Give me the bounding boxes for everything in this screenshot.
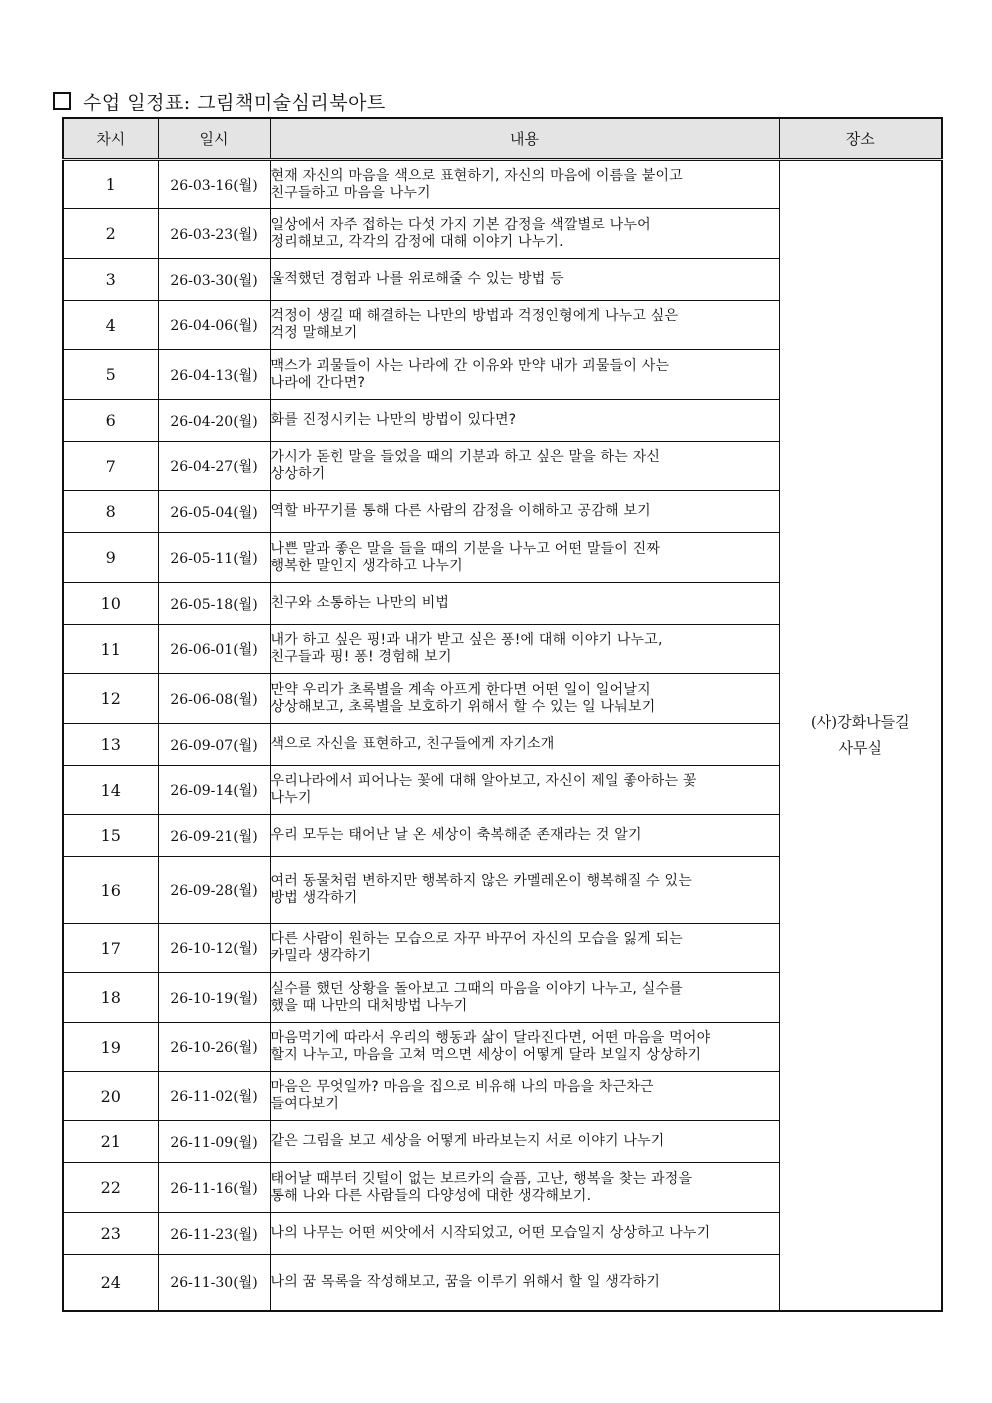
- content-line: 우리나라에서 피어나는 꽃에 대해 알아보고, 자신이 제일 좋아하는 꽃: [270, 773, 697, 789]
- session-date: 26-10-26(월): [158, 1023, 270, 1072]
- session-content: [270, 924, 779, 973]
- session-number: 16: [63, 857, 158, 924]
- session-date: 26-05-04(월): [158, 491, 270, 533]
- session-number: 2: [63, 209, 158, 259]
- session-number: 19: [63, 1023, 158, 1072]
- content-line: 걱정 말해보기: [270, 325, 358, 341]
- content-line: 나의 나무는 어떤 씨앗에서 시작되었고, 어떤 모습일지 상상하고 나누기: [270, 1225, 711, 1241]
- session-date: 26-06-01(월): [158, 625, 270, 674]
- content-line: 현재 자신의 마음을 색으로 표현하기, 자신의 마음에 이름을 붙이고: [270, 167, 683, 184]
- session-number: 24: [63, 1255, 158, 1311]
- session-date: 26-06-08(월): [158, 674, 270, 724]
- session-date: 26-10-19(월): [158, 973, 270, 1023]
- session-date: 26-05-18(월): [158, 583, 270, 625]
- content-line: 상상하기: [270, 466, 326, 482]
- session-date: 26-09-14(월): [158, 766, 270, 815]
- session-date: 26-11-23(월): [158, 1213, 270, 1255]
- content-line: 우리 모두는 태어난 날 온 세상이 축복해준 존재라는 것 알기: [270, 827, 642, 843]
- session-date: 26-03-30(월): [158, 259, 270, 301]
- content-line: 했을 때 나만의 대처방법 나누기: [270, 997, 468, 1014]
- content-line: 친구들하고 마음을 나누기: [270, 184, 431, 201]
- session-number: 6: [63, 400, 158, 442]
- session-date: 26-03-23(월): [158, 209, 270, 259]
- session-date: 26-05-11(월): [158, 533, 270, 583]
- session-number: 21: [63, 1121, 158, 1163]
- content-line: 통해 나와 다른 사람들의 다양성에 대한 생각해보기.: [270, 1187, 592, 1204]
- content-line: 방법 생각하기: [270, 890, 358, 906]
- session-content: [270, 442, 779, 491]
- content-line: 내가 하고 싶은 핑!과 내가 받고 싶은 퐁!에 대해 이야기 나누고,: [270, 632, 663, 648]
- header-place: 장소: [779, 118, 942, 160]
- session-content: [270, 674, 779, 724]
- content-line: 친구와 소통하는 나만의 비법: [270, 595, 450, 611]
- content-line: 맥스가 괴물들이 사는 나라에 간 이유와 만약 내가 괴물들이 사는: [270, 357, 670, 374]
- schedule-table: [62, 117, 943, 1312]
- content-line: 만약 우리가 초록별을 계속 아프게 한다면 어떤 일이 일어날지: [270, 681, 651, 698]
- content-line: 정리해보고, 각각의 감정에 대해 이야기 나누기.: [270, 233, 564, 250]
- content-line: 실수를 했던 상황을 돌아보고 그때의 마음을 이야기 나누고, 실수를: [270, 980, 683, 997]
- session-content: [270, 400, 779, 442]
- content-line: 들여다보기: [270, 1096, 340, 1112]
- session-date: 26-11-02(월): [158, 1072, 270, 1121]
- session-content: [270, 1163, 779, 1213]
- session-date: 26-04-06(월): [158, 301, 270, 350]
- content-line: 나라에 간다면?: [270, 374, 366, 391]
- session-number: 20: [63, 1072, 158, 1121]
- session-content: [270, 1023, 779, 1072]
- session-number: 15: [63, 815, 158, 857]
- session-number: 4: [63, 301, 158, 350]
- content-line: 일상에서 자주 접하는 다섯 가지 기본 감정을 색깔별로 나누어: [270, 216, 651, 233]
- header-date: 일시: [158, 118, 270, 160]
- session-content: [270, 259, 779, 301]
- content-line: 친구들과 핑! 퐁! 경험해 보기: [270, 649, 452, 665]
- session-number: 10: [63, 583, 158, 625]
- content-line: 다른 사람이 원하는 모습으로 자꾸 바꾸어 자신의 모습을 잃게 되는: [270, 931, 683, 947]
- content-line: 카밀라 생각하기: [270, 948, 372, 964]
- content-line: 걱정이 생길 때 해결하는 나만의 방법과 걱정인형에게 나누고 싶은: [270, 308, 679, 324]
- session-number: 17: [63, 924, 158, 973]
- session-date: 26-04-13(월): [158, 350, 270, 400]
- content-line: 같은 그림을 보고 세상을 어떻게 바라보는지 서로 이야기 나누기: [270, 1133, 665, 1149]
- table-row: [63, 160, 942, 209]
- header-session: 차시: [63, 118, 158, 160]
- session-content: [270, 533, 779, 583]
- session-content: [270, 1255, 779, 1311]
- content-line: 마음먹기에 따라서 우리의 행동과 삶이 달라진다면, 어떤 마음을 먹어야: [270, 1030, 711, 1046]
- content-line: 화를 진정시키는 나만의 방법이 있다면?: [270, 412, 517, 428]
- content-line: 할지 나누고, 마음을 고쳐 먹으면 세상이 어떻게 달라 보일지 상상하기: [270, 1047, 702, 1063]
- session-date: 26-04-20(월): [158, 400, 270, 442]
- session-number: 14: [63, 766, 158, 815]
- session-content: [270, 209, 779, 259]
- session-date: 26-04-27(월): [158, 442, 270, 491]
- content-line: 역할 바꾸기를 통해 다른 사람의 감정을 이해하고 공감해 보기: [270, 503, 651, 519]
- session-date: 26-09-07(월): [158, 724, 270, 766]
- session-content: [270, 857, 779, 924]
- session-date: 26-11-30(월): [158, 1255, 270, 1311]
- content-line: 나쁜 말과 좋은 말을 들을 때의 기분을 나누고 어떤 말들이 진짜: [270, 540, 661, 557]
- content-line: 행복한 말인지 생각하고 나누기: [270, 557, 463, 574]
- session-date: 26-10-12(월): [158, 924, 270, 973]
- content-line: 울적했던 경험과 나를 위로해줄 수 있는 방법 등: [270, 271, 564, 287]
- session-date: 26-11-09(월): [158, 1121, 270, 1163]
- session-content: [270, 625, 779, 674]
- place-name: (사)강화나들길: [810, 713, 910, 732]
- content-line: 나누기: [270, 790, 312, 806]
- session-content: [270, 491, 779, 533]
- session-content: [270, 301, 779, 350]
- content-line: 여러 동물처럼 변하지만 행복하지 않은 카멜레온이 행복해질 수 있는: [270, 873, 692, 889]
- session-content: [270, 766, 779, 815]
- content-line: 상상해보고, 초록별을 보호하기 위해서 할 수 있는 일 나눠보기: [270, 698, 656, 715]
- header-content: 내용: [270, 118, 779, 160]
- header-row: [63, 118, 942, 160]
- session-number: 12: [63, 674, 158, 724]
- session-number: 5: [63, 350, 158, 400]
- session-date: 26-09-28(월): [158, 857, 270, 924]
- session-content: [270, 160, 779, 209]
- session-date: 26-03-16(월): [158, 160, 270, 209]
- place-room: 사무실: [838, 739, 882, 758]
- session-content: [270, 1121, 779, 1163]
- session-number: 9: [63, 533, 158, 583]
- page-title: 수업 일정표: 그림책미술심리북아트: [83, 91, 386, 114]
- session-number: 11: [63, 625, 158, 674]
- checkbox-square-icon: [53, 92, 71, 110]
- session-number: 23: [63, 1213, 158, 1255]
- content-line: 태어날 때부터 깃털이 없는 보르카의 슬픔, 고난, 행복을 찾는 과정을: [270, 1170, 693, 1187]
- session-content: [270, 1072, 779, 1121]
- session-date: 26-09-21(월): [158, 815, 270, 857]
- content-line: 색으로 자신을 표현하고, 친구들에게 자기소개: [270, 736, 555, 752]
- session-number: 22: [63, 1163, 158, 1213]
- session-content: [270, 815, 779, 857]
- content-line: 가시가 돋힌 말을 들었을 때의 기분과 하고 싶은 말을 하는 자신: [270, 449, 661, 465]
- session-content: [270, 1213, 779, 1255]
- session-content: [270, 583, 779, 625]
- content-line: 마음은 무엇일까? 마음을 집으로 비유해 나의 마음을 차근차근: [270, 1079, 654, 1095]
- session-content: [270, 724, 779, 766]
- session-number: 8: [63, 491, 158, 533]
- session-number: 7: [63, 442, 158, 491]
- session-date: 26-11-16(월): [158, 1163, 270, 1213]
- session-number: 3: [63, 259, 158, 301]
- session-number: 13: [63, 724, 158, 766]
- session-content: [270, 350, 779, 400]
- place-cell: [779, 160, 942, 1311]
- content-line: 나의 꿈 목록을 작성해보고, 꿈을 이루기 위해서 할 일 생각하기: [270, 1273, 661, 1290]
- session-number: 1: [63, 160, 158, 209]
- session-content: [270, 973, 779, 1023]
- page-heading: [53, 88, 386, 114]
- session-number: 18: [63, 973, 158, 1023]
